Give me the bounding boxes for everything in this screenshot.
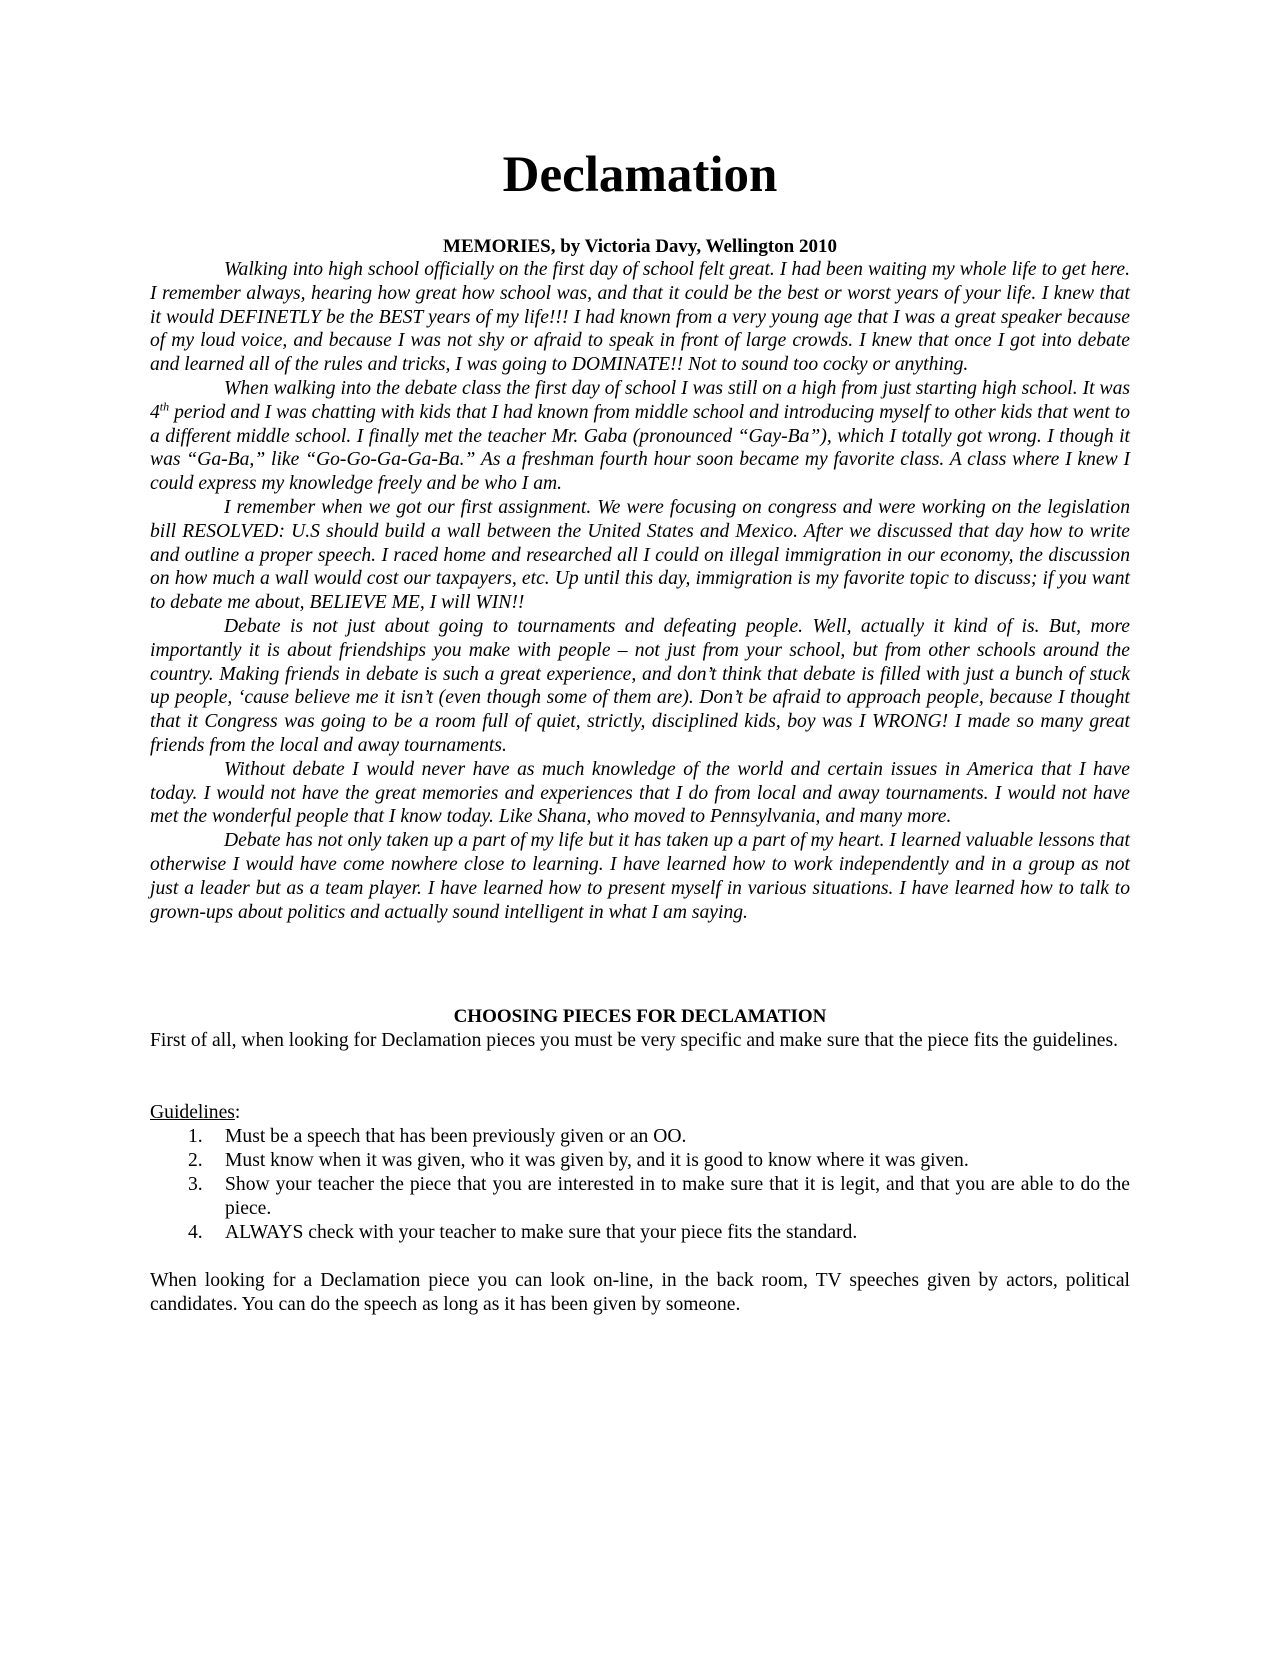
- essay-paragraph: Debate has not only taken up a part of my life but it has taken up a part of my heart. I learned valuable lessons that otherwise I would have come nowhere close to learning. I have learned how to work independently and in a group as not just a leader but as a team player. I have learned how to present myself in various situations. I have learned how to talk to grown-ups about politics and actually sound intelligent in what I am saying.: [150, 830, 1130, 923]
- list-item-number: 1.: [188, 1126, 203, 1147]
- essay-paragraph: I remember when we got our first assignment. We were focusing on congress and were working on the legislation bill RESOLVED: U.S should build a wall between the United States and Mexico. After we discussed that day how to write and outline a proper speech. I raced home and researched all I could on illegal immigration in our economy, the discussion on how much a wall would cost our taxpayers, etc. Up until this day, immigration is my favorite topic to discuss; if you want to debate me about, BELIEVE ME, I will WIN!!: [150, 496, 1130, 614]
- section-heading: CHOOSING PIECES FOR DECLAMATION: [453, 1006, 827, 1027]
- guidelines-label: [150, 1101, 240, 1125]
- essay-paragraph: Without debate I would never have as much knowledge of the world and certain issues in America that I have today. I would not have the great memories and experiences that I do from local and away tournaments. I would not have met the wonderful people that I know today. Like Shana, who moved to Pennsylvania, and many more.: [150, 758, 1130, 828]
- list-item-number: 2.: [188, 1150, 203, 1171]
- list-item: [150, 1173, 1130, 1221]
- list-item: [150, 1149, 1130, 1173]
- guidelines-label-text: Guidelines: [150, 1102, 235, 1123]
- page-title: Declamation: [502, 147, 778, 203]
- essay-body: [150, 258, 1130, 924]
- guidelines-list: [150, 1125, 1130, 1245]
- list-item-text: Must know when it was given, who it was given by, and it is good to know where it was given.: [225, 1150, 969, 1171]
- list-item-text: Must be a speech that has been previously given or an OO.: [225, 1126, 687, 1147]
- list-item-number: 4.: [188, 1222, 203, 1243]
- list-item-text: Show your teacher the piece that you are interested in to make sure that it is legit, and that you are able to do the piece.: [225, 1174, 1130, 1219]
- list-item-text: ALWAYS check with your teacher to make sure that your piece fits the standard.: [225, 1222, 858, 1243]
- essay-paragraph-text: When walking into the debate class the first day of school I was still on a high from just starting high school. It was 4: [150, 377, 1130, 423]
- essay-paragraph: Walking into high school officially on the first day of school felt great. I had been waiting my whole life to get here. I remember always, hearing how great how school was, and that it could be the best or worst years of your life. I knew that it would DEFINETLY be the BEST years of my life!!! I had known from a very young age that I was a great speaker because of my loud voice, and because I was not shy or afraid to speak in front of large crowds. I knew that once I got into debate and learned all of the rules and tricks, I was going to DOMINATE!! Not to sound too cocky or anything.: [150, 259, 1130, 376]
- essay-paragraph: Debate is not just about going to tournaments and defeating people. Well, actually it kind of is. But, more importantly it is about friendships you make with people – not just from your school, but from other schools around the country. Making friends in debate is such a great experience, and don’t think that debate is filled with just a bunch of stuck up people, ‘cause believe me it isn’t (even though some of them are). Don’t be afraid to approach people, because I thought that it Congress was going to be a room full of quiet, strictly, disciplined kids, boy was I WRONG! I made so many great friends from the local and away tournaments.: [150, 615, 1130, 756]
- ordinal-suffix: th: [159, 399, 170, 414]
- essay-paragraph-text: period and I was chatting with kids that I had known from middle school and introducing myself to other kids that went to a different middle school. I finally met the teacher Mr. Gaba (pronounced “Gay-Ba”), which I totally got wrong. I though it was “Ga-Ba,” like “Go-Go-Ga-Ga-Ba.” As a freshman fourth hour soon became my favorite class. A class where I knew I could express my knowledge freely and be who I am.: [150, 401, 1130, 495]
- guidelines-label-colon: :: [234, 1102, 241, 1123]
- list-item-number: 3.: [188, 1174, 203, 1195]
- essay-paragraph: [150, 377, 1130, 496]
- list-item: [150, 1125, 1130, 1149]
- intro-paragraph: First of all, when looking for Declamation pieces you must be very specific and make sure that the piece fits the guidelines.: [150, 1030, 1118, 1051]
- essay-heading: MEMORIES, by Victoria Davy, Wellington 2010: [443, 236, 837, 257]
- list-item: [150, 1221, 1130, 1245]
- closing-paragraph: When looking for a Declamation piece you can look on-line, in the back room, TV speeches given by actors, political candidates. You can do the speech as long as it has been given by someone.: [150, 1270, 1130, 1315]
